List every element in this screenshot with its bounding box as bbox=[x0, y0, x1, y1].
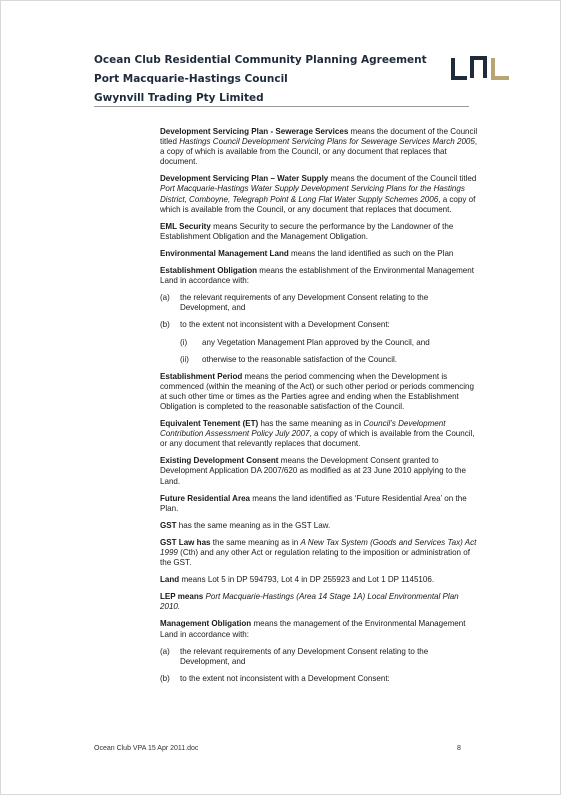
definition-equivalent-tenement bbox=[160, 419, 480, 449]
definition-text: , a copy of which is available from the Council, or any document that replaces that document. bbox=[160, 194, 476, 214]
definition-future-residential-area bbox=[160, 494, 480, 514]
term: LEP means bbox=[160, 592, 204, 602]
sub-list-item bbox=[180, 355, 480, 365]
term: Future Residential Area bbox=[160, 493, 251, 503]
definition-text: has the same meaning as in bbox=[258, 419, 364, 429]
list-label: (a) bbox=[160, 646, 170, 656]
definition-gst-law bbox=[160, 538, 480, 568]
definition-text: means the land identified as such on the Plan bbox=[288, 248, 454, 258]
term: Existing Development Consent bbox=[160, 456, 279, 466]
term: Management Obligation bbox=[160, 619, 252, 629]
firm-logo-icon bbox=[451, 55, 511, 81]
list-text: otherwise to the reasonable satisfaction of the Council. bbox=[202, 354, 398, 364]
list-label: (a) bbox=[160, 293, 170, 303]
definition-establishment-period bbox=[160, 372, 480, 412]
document-title: Port Macquarie-Hastings (Area 14 Stage 1A) Local Environmental Plan 2010. bbox=[160, 592, 459, 612]
list-label: (b) bbox=[160, 673, 170, 683]
definition-text: means the document of the Council titled bbox=[328, 174, 477, 184]
list-text: any Vegetation Management Plan approved by the Council, and bbox=[202, 337, 430, 347]
document-title: Port Macquarie-Hastings Water Supply Development Servicing Plans for the Hastings District, Comboyne, Telegraph Point & Long Flat Water Supply Schemes 2006 bbox=[160, 184, 465, 204]
document-title: A New Tax System (Goods and Services Tax) Act 1999 bbox=[160, 537, 477, 557]
definition-management-obligation bbox=[160, 619, 480, 639]
definition-sewerage bbox=[160, 127, 480, 167]
definition-eml-security bbox=[160, 222, 480, 242]
page-number: 8 bbox=[457, 745, 461, 752]
definition-land bbox=[160, 575, 480, 585]
list-text: the relevant requirements of any Development Consent relating to the Development, and bbox=[180, 646, 429, 666]
sub-list-item bbox=[180, 338, 480, 348]
list-text: the relevant requirements of any Development Consent relating to the Development, and bbox=[180, 293, 429, 313]
definition-text: , a copy of which is available from the Council, or any document that replaces that document. bbox=[160, 137, 478, 167]
definition-text: means the land identified as ‘Future Residential Area’ on the Plan. bbox=[160, 493, 467, 513]
term: Environmental Management Land bbox=[160, 248, 289, 258]
list-item bbox=[160, 320, 480, 330]
document-title: Hastings Council Development Servicing Plans for Sewerage Services March 2005 bbox=[179, 137, 475, 147]
definition-existing-development-consent bbox=[160, 456, 480, 486]
definition-water-supply bbox=[160, 174, 480, 214]
list-label: (ii) bbox=[180, 354, 189, 364]
term: GST bbox=[160, 520, 177, 530]
definition-text: means Lot 5 in DP 594793, Lot 4 in DP 255923 and Lot 1 DP 1145106. bbox=[179, 575, 435, 585]
definition-gst bbox=[160, 521, 480, 531]
definition-text: has the same meaning as in the GST Law. bbox=[176, 520, 331, 530]
definition-text: means the Development Consent granted to Development Application DA 2007/620 as modified as at 23 June 2010 applying to the Land. bbox=[160, 456, 466, 486]
term: Development Servicing Plan – Water Supply bbox=[160, 174, 329, 184]
header-party: Gwynvill Trading Pty Limited bbox=[94, 92, 264, 104]
definition-text: (Cth) and any other Act or regulation relating to the imposition or administration of the GST. bbox=[160, 548, 470, 568]
definition-environmental-management-land bbox=[160, 249, 480, 259]
document-header bbox=[94, 51, 427, 108]
document-title: Council’s Development Contribution Assessment Policy July 2007 bbox=[160, 419, 446, 439]
term: Equivalent Tenement (ET) bbox=[160, 419, 259, 429]
header-council: Port Macquarie-Hastings Council bbox=[94, 73, 288, 85]
list-item bbox=[160, 674, 480, 684]
definition-text: the same meaning as in bbox=[210, 537, 301, 547]
term: Establishment Period bbox=[160, 371, 243, 381]
list-text: to the extent not inconsistent with a Development Consent: bbox=[180, 320, 390, 330]
definition-text: means the document of the Council titled bbox=[160, 127, 478, 147]
term: Establishment Obligation bbox=[160, 266, 258, 276]
definitions-body bbox=[160, 127, 480, 691]
definition-text: means Security to secure the performance by the Landowner of the Establishment Obligation and the Management Obligation. bbox=[160, 221, 454, 241]
header-agreement-title: Ocean Club Residential Community Planning Agreement bbox=[94, 54, 427, 66]
term: Development Servicing Plan - Sewerage Services bbox=[160, 127, 349, 136]
definition-text: means the management of the Environmental Management Land in accordance with: bbox=[160, 619, 466, 639]
definition-lep bbox=[160, 592, 480, 612]
definition-text: , a copy of which is available from the Council, or any document that relevantly replaces that document. bbox=[160, 429, 475, 449]
list-item bbox=[160, 293, 480, 313]
list-text: to the extent not inconsistent with a Development Consent: bbox=[180, 673, 390, 683]
term: GST Law has bbox=[160, 537, 211, 547]
footer-document-name: Ocean Club VPA 15 Apr 2011.doc bbox=[94, 745, 199, 752]
term: EML Security bbox=[160, 221, 211, 231]
term: Land bbox=[160, 575, 180, 585]
definition-text: means the establishment of the Environmental Management Land in accordance with: bbox=[160, 266, 474, 286]
definition-establishment-obligation bbox=[160, 266, 480, 286]
list-label: (b) bbox=[160, 320, 170, 330]
header-divider bbox=[94, 106, 469, 107]
list-label: (i) bbox=[180, 337, 188, 347]
list-item bbox=[160, 647, 480, 667]
definition-text: means the period commencing when the Development is commenced (within the meaning of the Act) or such other period or periods commencing at such other time or times as the Parties agree and ending when the Establishment Obligation is completed to the reasonable satisfaction of the Council. bbox=[160, 371, 474, 411]
